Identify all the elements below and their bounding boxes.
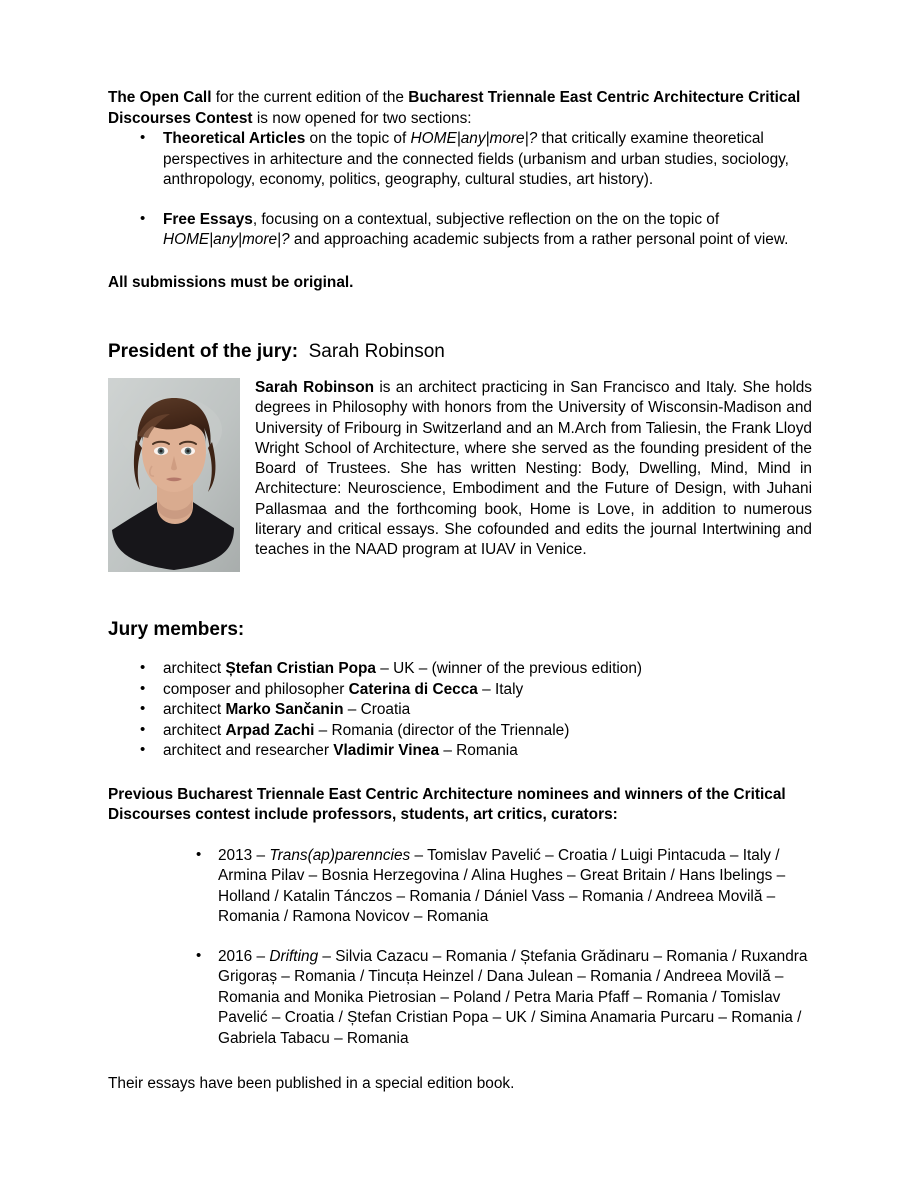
section-body-theoretical: that critically examine theoretical perspectives in arhitecture and the connected fields (urbanism and urban studies, sociology, anthropology, economy, politics, geography, cultural studies, art history). (163, 130, 789, 188)
jury-members-list (108, 659, 812, 762)
closing-paragraph: Their essays have been published in a special edition book. (108, 1075, 515, 1093)
intro-lead-bold: The Open Call (108, 89, 212, 106)
jury-member-name: Arpad Zachi (225, 721, 315, 739)
previous-editions-note: Previous Bucharest Triennale East Centric Architecture nominees and winners of the Critical Discourses contest include professors, students, art critics, curators: (108, 785, 786, 824)
jury-member-suffix: – UK – (winner of the previous edition) (375, 660, 643, 677)
list-item-jury-member (108, 700, 812, 721)
edition-title: Trans(ap)parenncies (269, 846, 411, 864)
page-title-president (108, 340, 812, 364)
president-bio-block (108, 378, 812, 574)
edition-year: 2013 (218, 846, 253, 864)
section-title-free-essays: Free Essays (163, 210, 253, 228)
section-pre-topic-free-essays: , focusing on a contextual, subjective reflection on the on the topic of (252, 210, 720, 228)
intro-tail-text: is now opened for two sections: (252, 109, 472, 127)
list-item-jury-member (108, 721, 812, 742)
jury-member-prefix: architect (163, 701, 226, 719)
bio-body-text: is an architect practicing in San Francisco and Italy. She holds degrees in Philosophy with honors from the University of Wisconsin-Madison and University of Fribourg in Switzerland and an M.Arch from Taliesin, the Frank Lloyd Wright School of Architecture, where she served as the founding president of the Board of Trustees. She has written Nesting: Body, Dwelling, Mind, Mind in Architecture: Neuroscience, Embodiment and the Future of Design, with Juhani Pallasmaa and the forthcoming book, Home is Love, in addition to numerous literary and critical essays. She cofounded and edits the journal Intertwining and teaches in the NAAD program at IUAV in Venice. (255, 379, 812, 559)
section-body-free-essays: and approaching academic subjects from a rather personal point of view. (289, 231, 789, 248)
page-title-jury-members: Jury members: (108, 619, 245, 640)
section-title-theoretical: Theoretical Articles (163, 130, 306, 147)
jury-member-suffix: – Romania (director of the Triennale) (314, 721, 570, 739)
jury-member-name: Caterina di Cecca (348, 680, 478, 698)
avatar (108, 378, 240, 572)
section-topic-free-essays: HOME|any|more|? (163, 231, 290, 248)
portrait-photo-graphic (108, 378, 240, 572)
jury-member-name: Vladimir Vinea (333, 742, 440, 760)
intro-organization-bold: Bucharest Triennale East Centric Architecture Critical Discourses Contest (108, 89, 801, 127)
document-body (108, 88, 812, 1095)
intro-paragraph (108, 88, 812, 129)
jury-member-prefix: architect (163, 721, 226, 739)
jury-member-prefix: architect (163, 660, 226, 677)
section-topic-theoretical: HOME|any|more|? (410, 130, 538, 147)
section-pre-topic-theoretical: on the topic of (305, 130, 411, 147)
president-name: Sarah Robinson (308, 341, 445, 362)
list-item-jury-member (108, 741, 812, 762)
jury-member-prefix: architect and researcher (163, 742, 334, 760)
president-heading-label: President of the jury: (108, 341, 299, 362)
edition-dash: – (252, 846, 270, 864)
previous-editions-list (108, 846, 812, 1050)
edition-dash: – (252, 947, 270, 965)
sections-list (108, 129, 812, 251)
edition-year: 2016 (218, 947, 253, 965)
intro-mid-text: for the current edition of the (211, 89, 409, 106)
list-item-jury-member (108, 680, 812, 701)
list-item-theoretical-articles (108, 129, 812, 191)
jury-member-suffix: – Croatia (343, 701, 411, 719)
jury-member-name: Marko Sančanin (225, 701, 344, 719)
bio-name-bold: Sarah Robinson (255, 379, 375, 396)
jury-member-suffix: – Italy (477, 680, 524, 698)
edition-names: – Tomislav Pavelić – Croatia / Luigi Pintacuda – Italy / Armina Pilav – Bosnia Herzegovina / Alina Hughes – Great Britain / Hans Ibelings – Holland / Katalin Tánczos – Romania / Dániel Vass – Romania / Andreea Movilă – Romania / Ramona Novicov – Romania (218, 846, 786, 926)
edition-title: Drifting (269, 947, 319, 965)
edition-names: – Silvia Cazacu – Romania / Ștefania Grădinaru – Romania / Ruxandra Grigoraș – Romania / Tincuța Heinzel / Dana Julean – Romania / Andreea Movilă – Romania and Monika Pietrosian – Poland / Petra Maria Pfaff – Romania / Tomislav Pavelić – Croatia / Ștefan Cristian Popa – UK / Simina Anamaria Purcaru – Romania / Gabriela Tabacu – Romania (218, 947, 808, 1047)
list-item-edition-2013 (108, 846, 812, 928)
list-item-jury-member (108, 659, 812, 680)
jury-member-name: Ștefan Cristian Popa (225, 660, 376, 677)
jury-member-suffix: – Romania (439, 742, 518, 760)
list-item-edition-2016 (108, 947, 812, 1050)
list-item-free-essays (108, 210, 812, 251)
originality-note: All submissions must be original. (108, 273, 354, 291)
jury-member-prefix: composer and philosopher (163, 680, 349, 698)
president-bio-text (255, 378, 812, 561)
